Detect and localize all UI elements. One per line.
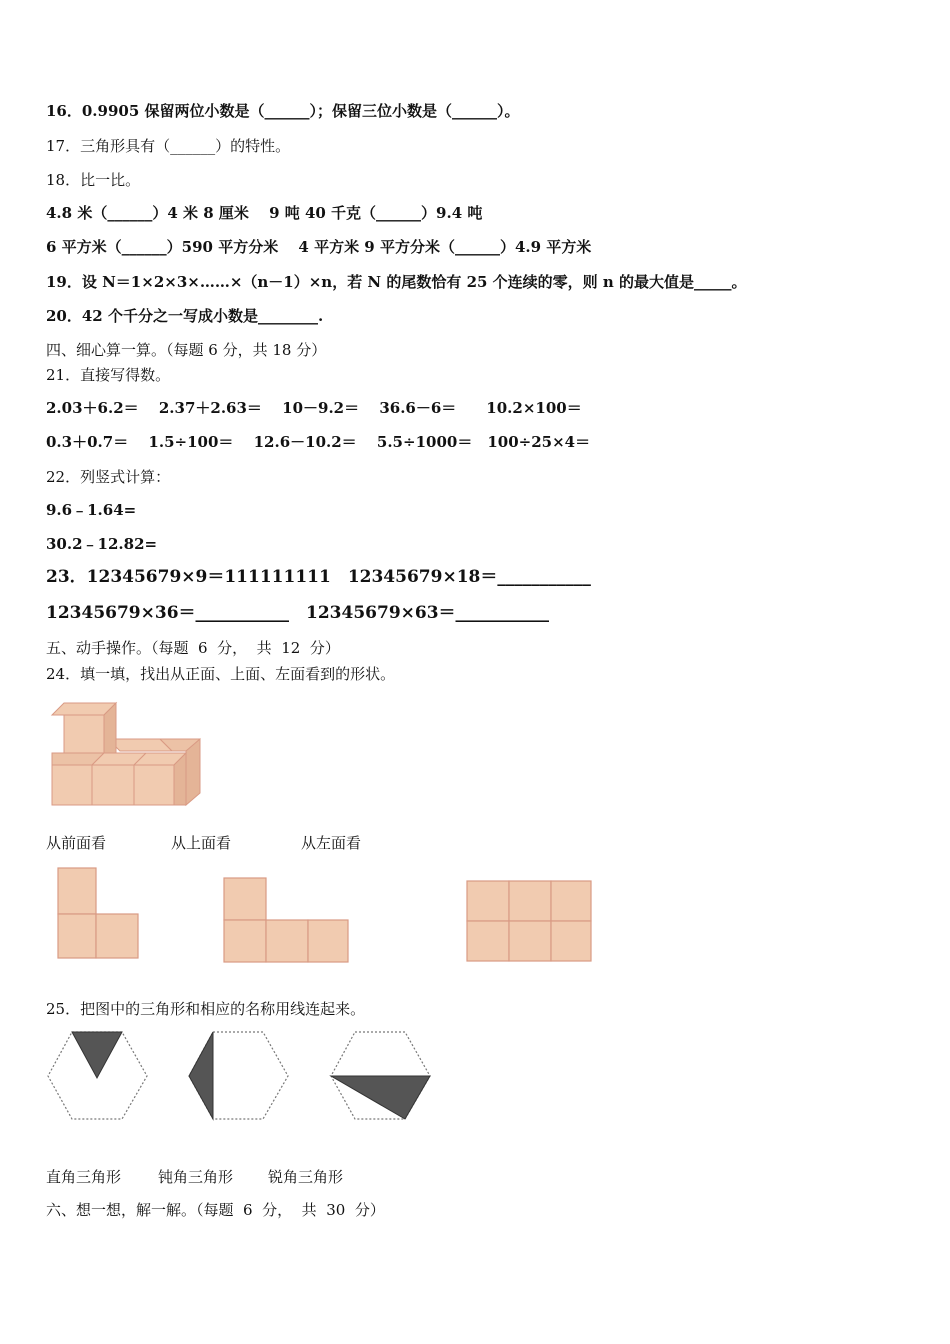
cube-front-3 <box>134 765 174 805</box>
question-23-row-1: 23．12345679×9＝111111111 12345679×18＝___________ <box>46 567 591 587</box>
section-4-heading: 四、细心算一算。（每题 6 分，共 18 分） <box>46 341 327 359</box>
view-left-label: 从左面看 <box>301 834 362 852</box>
left-view-square-5 <box>509 921 551 961</box>
left-view-square-2 <box>509 881 551 921</box>
section-6-heading: 六、想一想，解一解。（每题 6 分， 共 30 分） <box>46 1201 385 1219</box>
hexagon-figure-1 <box>46 1030 150 1122</box>
question-21-row-1: 2.03＋6.2＝ 2.37＋2.63＝ 10－9.2＝ 36.6－6＝ 10.2×100＝ <box>46 399 582 417</box>
left-view-square-6 <box>551 921 591 961</box>
question-22-a: 9.6﹣1.64= <box>46 501 137 519</box>
left-view-square-1 <box>467 881 509 921</box>
question-21-row-2: 0.3＋0.7＝ 1.5÷100＝ 12.6－10.2＝ 5.5÷1000＝ 100÷25×4＝ <box>46 433 591 451</box>
top-view-square-1 <box>224 878 266 920</box>
triangle-name-acute: 锐角三角形 <box>268 1168 344 1186</box>
question-20: 20．42 个千分之一写成小数是________. <box>46 307 324 325</box>
cube-side-face <box>186 739 200 805</box>
top-view-shape <box>222 876 352 966</box>
question-25: 25．把图中的三角形和相应的名称用线连起来。 <box>46 1000 366 1018</box>
question-22: 22．列竖式计算： <box>46 468 171 486</box>
question-23-row-2: 12345679×36＝___________ 12345679×63＝___________ <box>46 603 550 623</box>
top-view-square-2 <box>224 920 266 962</box>
top-view-square-4 <box>308 920 348 962</box>
front-view-shape <box>56 866 142 962</box>
question-21: 21．直接写得数。 <box>46 366 171 384</box>
view-top-label: 从上面看 <box>171 834 232 852</box>
view-front-label: 从前面看 <box>46 834 107 852</box>
hexagon-figure-3 <box>329 1030 433 1122</box>
triangle-name-obtuse: 钝角三角形 <box>158 1168 234 1186</box>
front-view-square-1 <box>58 868 96 914</box>
front-view-square-2 <box>58 914 96 958</box>
question-22-b: 30.2﹣12.82= <box>46 535 158 553</box>
left-view-shape <box>465 879 595 965</box>
left-view-square-3 <box>551 881 591 921</box>
cube-front-2 <box>92 765 134 805</box>
question-18-row-1: 4.8 米（______）4 米 8 厘米 9 吨 40 千克（______）9.4 吨 <box>46 204 483 222</box>
cube-front-upper <box>64 715 104 753</box>
section-5-heading: 五、动手操作。（每题 6 分， 共 12 分） <box>46 639 340 657</box>
question-17: 17．三角形具有（______）的特性。 <box>46 137 291 155</box>
left-view-square-4 <box>467 921 509 961</box>
top-view-square-3 <box>266 920 308 962</box>
question-18-row-2: 6 平方米（______）590 平方分米 4 平方米 9 平方分米（______）4.9 平方米 <box>46 238 592 256</box>
shaded-triangle-2 <box>189 1032 213 1119</box>
cube-front-1 <box>52 765 92 805</box>
question-19: 19．设 N＝1×2×3×……×（n－1）×n，若 N 的尾数恰有 25 个连续的零，则 n 的最大值是_____。 <box>46 273 747 291</box>
triangle-name-right: 直角三角形 <box>46 1168 122 1186</box>
hexagon-figure-2 <box>187 1030 291 1122</box>
question-24: 24．填一填，找出从正面、上面、左面看到的形状。 <box>46 665 396 683</box>
question-18: 18．比一比。 <box>46 171 141 189</box>
cube-stack-figure <box>46 698 208 810</box>
question-16: 16．0.9905 保留两位小数是（______）；保留三位小数是（______）。 <box>46 102 520 120</box>
front-view-square-3 <box>96 914 138 958</box>
